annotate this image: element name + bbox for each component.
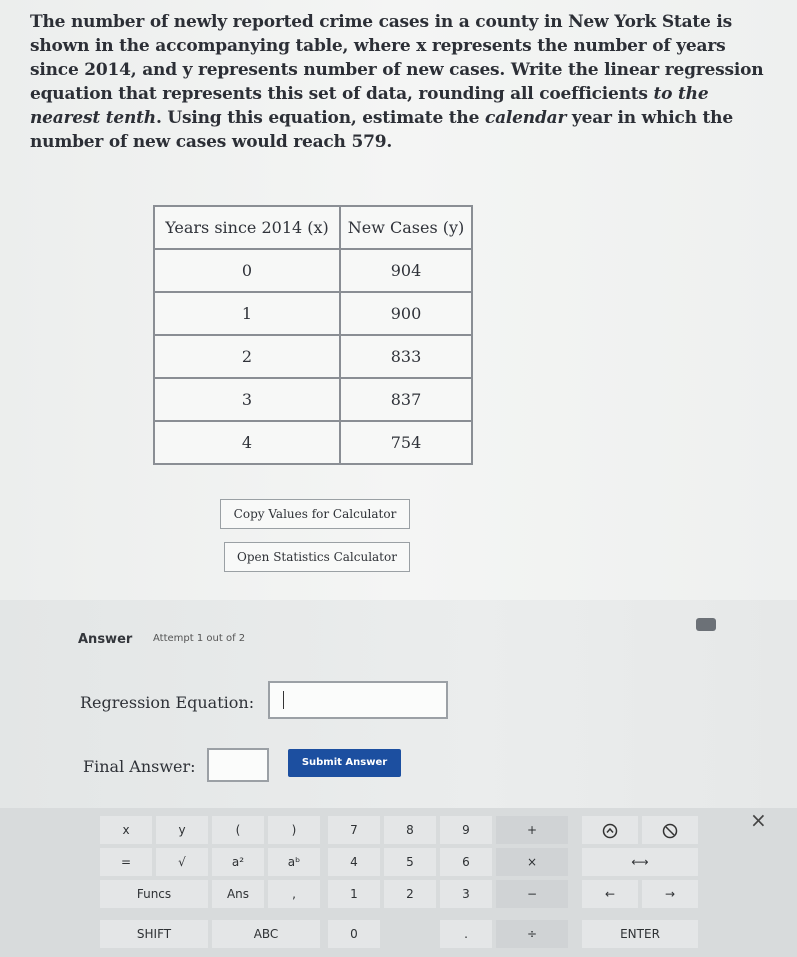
key-divide[interactable]: ÷ — [496, 920, 568, 948]
left-arrow-icon[interactable]: ← — [582, 880, 638, 908]
final-answer-input[interactable] — [207, 748, 269, 782]
data-table — [153, 205, 473, 465]
key-2[interactable]: 2 — [384, 880, 436, 908]
key-y[interactable]: y — [156, 816, 208, 844]
key-1[interactable]: 1 — [328, 880, 380, 908]
question-part-2: . Using this equation, estimate the — [155, 108, 485, 128]
header-y: New Cases (y) — [340, 206, 472, 249]
key-minus[interactable]: − — [496, 880, 568, 908]
question-part-3: year in which the number of new cases would reach 579. — [30, 108, 733, 152]
copy-values-button[interactable]: Copy Values for Calculator — [220, 499, 410, 529]
key-abc[interactable]: ABC — [212, 920, 320, 948]
key-0[interactable]: 0 — [328, 920, 380, 948]
key-comma[interactable]: , — [268, 880, 320, 908]
submit-answer-button[interactable]: Submit Answer — [288, 749, 401, 777]
close-keypad-icon[interactable]: × — [750, 808, 767, 832]
final-answer-label: Final Answer: — [83, 757, 196, 776]
question-part-1: The number of newly reported crime cases in a county in New York State is shown in the accompanying table, where x represents the number of years since 2014, and y represents number of new cases. Write the linear regression equation that represents this set of data, rounding all coefficients — [30, 12, 764, 104]
regression-equation-label: Regression Equation: — [80, 693, 255, 712]
table-header-row — [154, 206, 472, 249]
key-x[interactable]: x — [100, 816, 152, 844]
key-power[interactable]: aᵇ — [268, 848, 320, 876]
enter-button[interactable]: ENTER — [582, 920, 698, 948]
cell-y: 904 — [340, 249, 472, 292]
clear-circle-icon[interactable] — [642, 816, 698, 844]
key-sqrt[interactable]: √ — [156, 848, 208, 876]
cell-y: 900 — [340, 292, 472, 335]
key-9[interactable]: 9 — [440, 816, 492, 844]
cell-x: 4 — [154, 421, 340, 464]
key-equals[interactable]: = — [100, 848, 152, 876]
attempt-counter: Attempt 1 out of 2 — [153, 633, 246, 644]
table-row — [154, 292, 472, 335]
key-5[interactable]: 5 — [384, 848, 436, 876]
key-multiply[interactable]: × — [496, 848, 568, 876]
key-square[interactable]: a² — [212, 848, 264, 876]
key-decimal[interactable]: . — [440, 920, 492, 948]
regression-equation-input[interactable] — [268, 681, 448, 719]
key-funcs[interactable]: Funcs — [100, 880, 208, 908]
question-text — [30, 10, 770, 154]
up-arrow-circle-icon[interactable] — [582, 816, 638, 844]
key-3[interactable]: 3 — [440, 880, 492, 908]
cell-y: 833 — [340, 335, 472, 378]
table-row — [154, 421, 472, 464]
table-row — [154, 335, 472, 378]
text-cursor — [283, 691, 284, 709]
cell-x: 2 — [154, 335, 340, 378]
key-6[interactable]: 6 — [440, 848, 492, 876]
table-row — [154, 378, 472, 421]
question-emphasis-2: calendar — [484, 108, 567, 128]
open-statistics-calculator-button[interactable]: Open Statistics Calculator — [224, 542, 410, 572]
cell-x: 3 — [154, 378, 340, 421]
chat-icon[interactable] — [696, 618, 716, 631]
question-emphasis-1: to the nearest tenth — [30, 84, 709, 128]
cell-x: 1 — [154, 292, 340, 335]
cell-y: 754 — [340, 421, 472, 464]
key-shift[interactable]: SHIFT — [100, 920, 208, 948]
answer-heading: Answer — [78, 632, 133, 647]
header-x: Years since 2014 (x) — [154, 206, 340, 249]
move-cursor-both-icon[interactable]: ⟷ — [582, 848, 698, 876]
key-8[interactable]: 8 — [384, 816, 436, 844]
key-open-paren[interactable]: ( — [212, 816, 264, 844]
key-7[interactable]: 7 — [328, 816, 380, 844]
key-close-paren[interactable]: ) — [268, 816, 320, 844]
cell-y: 837 — [340, 378, 472, 421]
cell-x: 0 — [154, 249, 340, 292]
right-arrow-icon[interactable]: → — [642, 880, 698, 908]
table-row — [154, 249, 472, 292]
key-4[interactable]: 4 — [328, 848, 380, 876]
key-ans[interactable]: Ans — [212, 880, 264, 908]
key-plus[interactable]: + — [496, 816, 568, 844]
